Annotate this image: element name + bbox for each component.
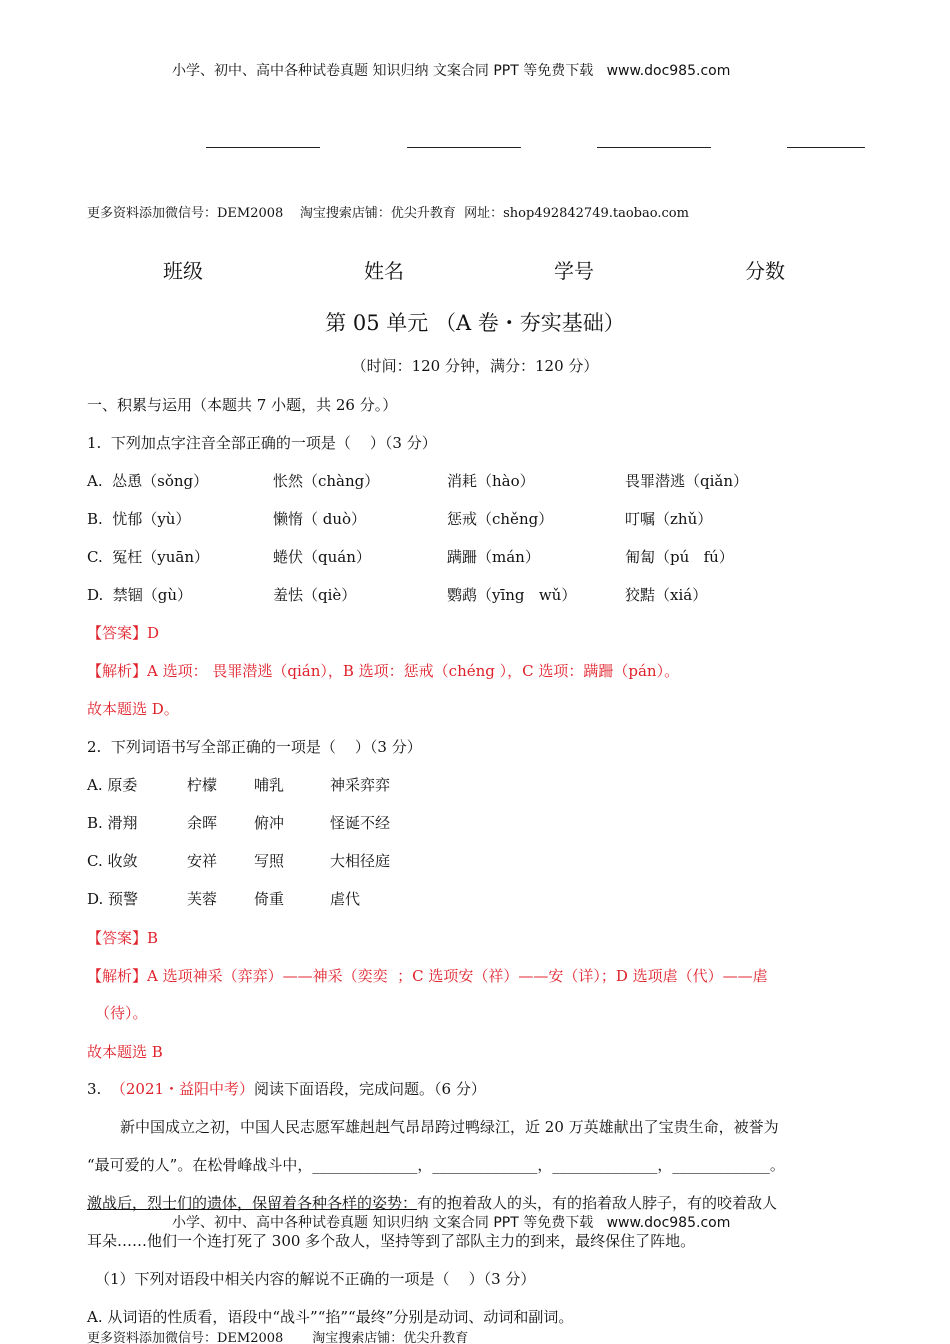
q1-stem: 1. 下列加点字注音全部正确的一项是（ ）（3 分） bbox=[87, 434, 437, 452]
q1-option-1-2: 惩戒（chěng） bbox=[447, 510, 554, 528]
field-name: 姓名 bbox=[364, 259, 404, 283]
q2-option-3-2: 倚重 bbox=[254, 890, 285, 908]
q1-option-0-1: 怅然（chàng） bbox=[273, 472, 380, 490]
q1-answer: 【答案】D bbox=[87, 624, 160, 642]
header-url[interactable]: www.doc985.com bbox=[606, 63, 731, 79]
q3-paragraph-3-rest: 有的抱着敌人的头，有的掐着敌人脖子，有的咬着敌人 bbox=[417, 1194, 778, 1212]
q1-option-3-3: 狡黠（xiá） bbox=[625, 586, 708, 604]
q1-option-3-1: 羞怯（qiè） bbox=[273, 586, 357, 604]
q1-option-2-3: 匍匐（pú fú） bbox=[625, 548, 734, 566]
q3-stem-text: 阅读下面语段，完成问题。（6 分） bbox=[254, 1080, 486, 1098]
page-header bbox=[172, 60, 730, 80]
q1-option-1-1: 懒惰（ duò） bbox=[273, 510, 367, 528]
q2-conclusion: 故本题选 B bbox=[87, 1043, 163, 1061]
section-heading: 一、积累与运用（本题共 7 小题，共 26 分。） bbox=[87, 396, 398, 414]
q2-option-1-3: 怪诞不经 bbox=[330, 814, 391, 832]
q2-option-2-2: 写照 bbox=[254, 852, 285, 870]
q3-stem bbox=[87, 1078, 486, 1099]
q1-analysis: 【解析】A 选项： 畏罪潜逃（qián），B 选项：惩戒（chéng ），C 选项：蹒跚（pán）。 bbox=[87, 662, 680, 680]
q2-answer: 【答案】B bbox=[87, 929, 159, 947]
q3-sub1: （1）下列对语段中相关内容的解说不正确的一项是（ ）（3 分） bbox=[95, 1270, 536, 1288]
q1-option-0-2: 消耗（hào） bbox=[447, 472, 535, 490]
blank-line bbox=[597, 147, 711, 148]
q2-option-3-0: D. 预警 bbox=[87, 890, 139, 908]
q2-stem: 2. 下列词语书写全部正确的一项是（ ）（3 分） bbox=[87, 738, 422, 756]
page-footer-header bbox=[172, 1212, 730, 1232]
q1-option-1-3: 叮嘱（zhǔ） bbox=[625, 510, 713, 528]
q1-conclusion: 故本题选 D。 bbox=[87, 700, 179, 718]
q2-option-1-1: 余晖 bbox=[187, 814, 218, 832]
q2-option-2-1: 安祥 bbox=[187, 852, 218, 870]
blank-line bbox=[407, 147, 521, 148]
q2-option-2-0: C. 收敛 bbox=[87, 852, 138, 870]
q3-option-a: A. 从词语的性质看，语段中“战斗”“掐”“最终”分别是动词、动词和副词。 bbox=[87, 1308, 574, 1326]
q3-number: 3. bbox=[87, 1080, 102, 1098]
q3-source: （2021・益阳中考） bbox=[110, 1080, 255, 1098]
q2-option-0-3: 神采弈弈 bbox=[330, 776, 391, 794]
q3-paragraph-3 bbox=[87, 1192, 777, 1213]
q2-analysis-cont: （待）。 bbox=[95, 1004, 148, 1022]
q3-paragraph-2: “最可爱的人”。在松骨峰战斗中，______________，______________，______________，_____________。 bbox=[87, 1156, 785, 1174]
q2-option-2-3: 大相径庭 bbox=[330, 852, 391, 870]
q1-option-1-0: B. 忧郁（yù） bbox=[87, 510, 191, 528]
q2-option-3-3: 虐代 bbox=[330, 890, 361, 908]
q3-paragraph-1: 新中国成立之初，中国人民志愿军雄赳赳气昂昂跨过鸭绿江，近 20 万英雄献出了宝贵生命，被誉为 bbox=[120, 1118, 779, 1136]
q2-option-0-2: 哺乳 bbox=[254, 776, 285, 794]
q2-option-3-1: 芙蓉 bbox=[187, 890, 218, 908]
q2-option-0-1: 柠檬 bbox=[187, 776, 218, 794]
underlined-sentence: 激战后，烈士们的遗体，保留着各种各样的姿势： bbox=[87, 1194, 418, 1212]
q1-option-0-0: A. 怂恿（sǒng） bbox=[87, 472, 209, 490]
q2-option-1-2: 俯冲 bbox=[254, 814, 285, 832]
contact-info: 更多资料添加微信号：DEM2008 淘宝搜索店铺：优尖升教育 网址：shop492842749.taobao.com bbox=[87, 206, 689, 221]
q1-option-0-3: 畏罪潜逃（qiǎn） bbox=[625, 472, 749, 490]
field-number: 学号 bbox=[554, 259, 594, 283]
q3-paragraph-4: 耳朵……他们一个连打死了 300 多个敌人，坚持等到了部队主力的到来，最终保住了阵地。 bbox=[87, 1232, 696, 1250]
blank-line bbox=[787, 147, 865, 148]
q1-option-2-1: 蜷伏（quán） bbox=[273, 548, 371, 566]
q1-option-2-2: 蹒跚（mán） bbox=[447, 548, 540, 566]
q2-option-0-0: A. 原委 bbox=[87, 776, 138, 794]
field-class: 班级 bbox=[163, 259, 203, 283]
page-title: 第 05 单元 （A 卷・夯实基础） bbox=[325, 311, 625, 335]
field-score: 分数 bbox=[745, 259, 785, 283]
header-text: 小学、初中、高中各种试卷真题 知识归纳 文案合同 PPT 等免费下载 bbox=[172, 1215, 594, 1231]
q1-option-2-0: C. 冤枉（yuān） bbox=[87, 548, 209, 566]
page-subtitle: （时间：120 分钟，满分：120 分） bbox=[351, 357, 599, 375]
header-url[interactable]: www.doc985.com bbox=[606, 1215, 731, 1231]
blank-line bbox=[206, 147, 320, 148]
q2-option-1-0: B. 滑翔 bbox=[87, 814, 138, 832]
q2-analysis: 【解析】A 选项神采（弈弈）——神采（奕奕 ；C 选项安（祥）——安（详）；D 选项虐（代）——虐 bbox=[87, 967, 768, 985]
footer-contact: 更多资料添加微信号：DEM2008 淘宝搜索店铺：优尖升教育 bbox=[87, 1331, 469, 1344]
header-text: 小学、初中、高中各种试卷真题 知识归纳 文案合同 PPT 等免费下载 bbox=[172, 63, 594, 79]
q1-option-3-0: D. 禁锢（gù） bbox=[87, 586, 193, 604]
q1-option-3-2: 鹦鹉（yīng wǔ） bbox=[447, 586, 577, 604]
